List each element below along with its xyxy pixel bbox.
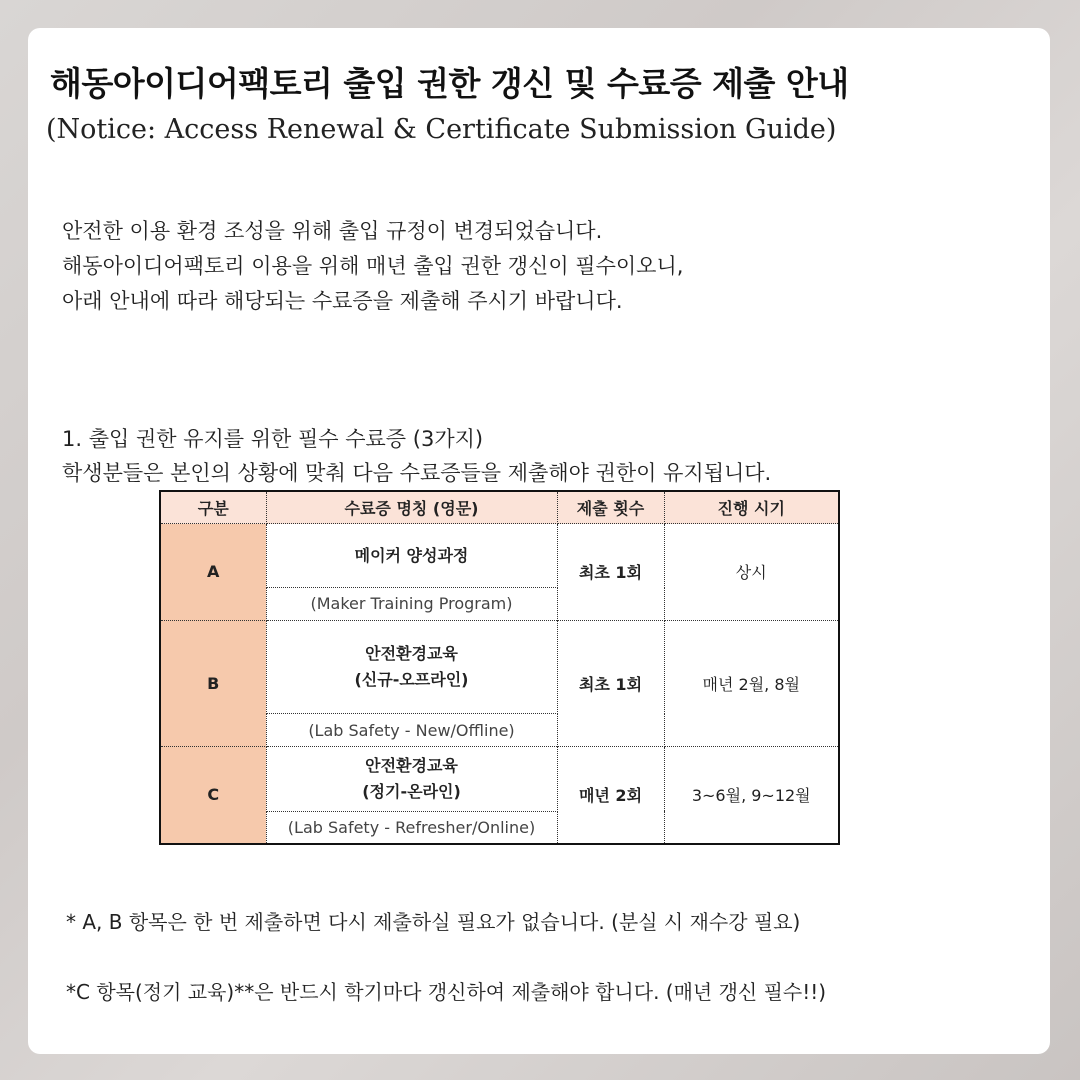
page-title: 해동아이디어팩토리 출입 권한 갱신 및 수료증 제출 안내	[50, 64, 849, 103]
name-en-cell: (Maker Training Program)	[266, 588, 557, 621]
note-ab: * A, B 항목은 한 번 제출하면 다시 제출하실 필요가 없습니다. (분실 시 재수강 필요)	[66, 910, 801, 934]
category-cell: B	[160, 620, 266, 746]
name-ko: 안전환경교육	[365, 643, 458, 663]
name-ko-detail: (신규-오프라인)	[354, 669, 469, 689]
timing-cell: 3~6월, 9~12월	[664, 746, 839, 844]
column-header-category: 구분	[160, 491, 266, 524]
name-ko: 안전환경교육	[365, 755, 458, 775]
category-cell: C	[160, 746, 266, 844]
table-header-row	[160, 491, 839, 524]
intro-paragraph	[62, 214, 683, 319]
intro-line: 아래 안내에 따라 해당되는 수료증을 제출해 주시기 바랍니다.	[62, 289, 623, 313]
note-c: *C 항목(정기 교육)**은 반드시 학기마다 갱신하여 제출해야 합니다. (매년 갱신 필수!!)	[66, 980, 827, 1004]
count-cell: 최초 1회	[557, 524, 664, 621]
intro-line: 해동아이디어팩토리 이용을 위해 매년 출입 권한 갱신이 필수이오니,	[62, 254, 684, 278]
section-heading: 1. 출입 권한 유지를 위한 필수 수료증 (3가지)	[62, 427, 484, 451]
section-1	[62, 422, 771, 490]
intro-line: 안전한 이용 환경 조성을 위해 출입 규정이 변경되었습니다.	[62, 219, 603, 243]
name-en-cell: (Lab Safety - Refresher/Online)	[266, 811, 557, 844]
column-header-timing: 진행 시기	[664, 491, 839, 524]
count-cell: 최초 1회	[557, 620, 664, 746]
section-description: 학생분들은 본인의 상황에 맞춰 다음 수료증들을 제출해야 권한이 유지됩니다.	[62, 461, 772, 485]
count-cell: 매년 2회	[557, 746, 664, 844]
category-cell: A	[160, 524, 266, 621]
name-ko-detail: (정기-온라인)	[362, 781, 461, 801]
table-row	[160, 524, 839, 588]
timing-cell: 매년 2월, 8월	[664, 620, 839, 746]
table-row	[160, 620, 839, 714]
name-ko: 메이커 양성과정	[354, 545, 469, 565]
name-en-cell: (Lab Safety - New/Offline)	[266, 714, 557, 747]
name-ko-cell	[266, 620, 557, 714]
name-ko-cell	[266, 524, 557, 588]
timing-cell: 상시	[664, 524, 839, 621]
column-header-name: 수료증 명칭 (영문)	[266, 491, 557, 524]
name-ko-cell	[266, 746, 557, 811]
page-subtitle: (Notice: Access Renewal & Certificate Submission Guide)	[46, 114, 837, 145]
column-header-count: 제출 횟수	[557, 491, 664, 524]
certificate-table	[159, 490, 840, 845]
table-row	[160, 746, 839, 811]
notice-card	[28, 28, 1050, 1054]
